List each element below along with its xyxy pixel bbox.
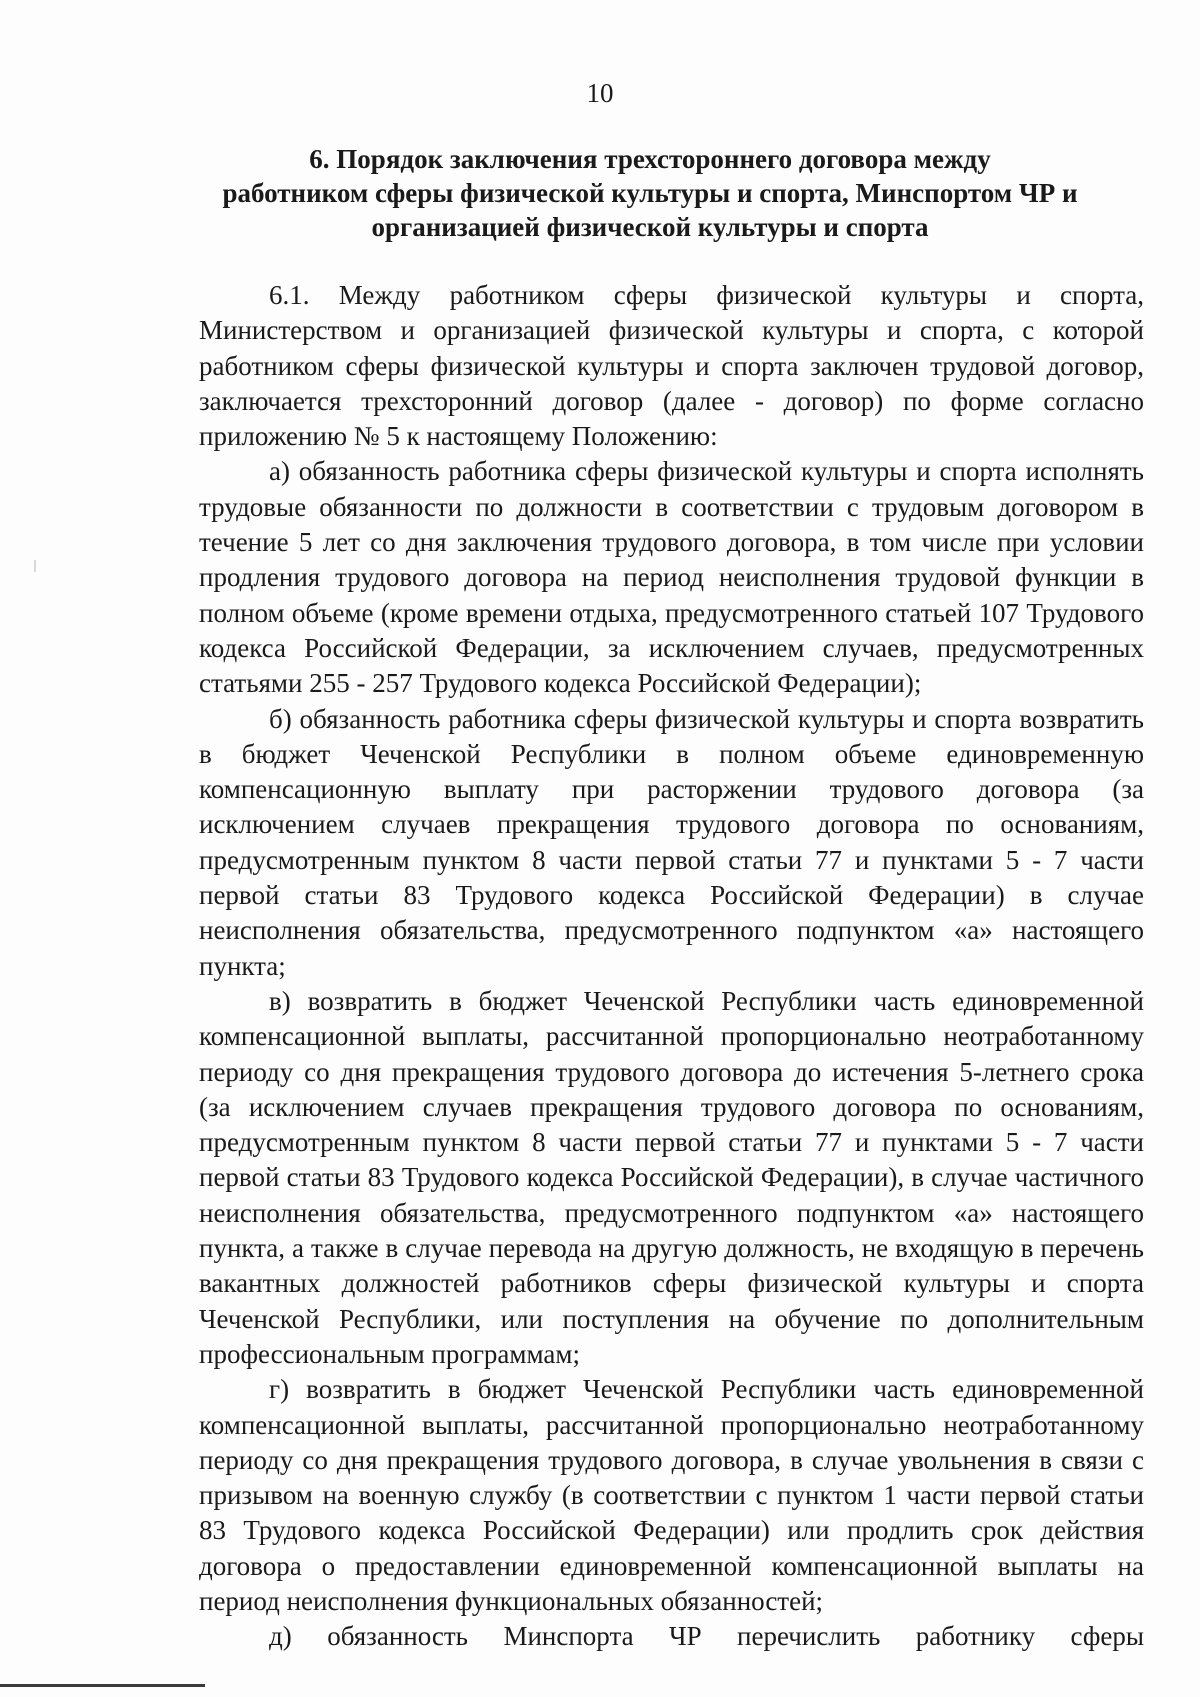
- paragraph-item-b: б) обязанность работника сферы физической культуры и спорта возвратить в бюджет Чеченской Республики в полном объеме единовременную компенсационную выплату при расторжении трудового договора (за исключением случаев прекращения трудового договора по основаниям, предусмотренным пунктом 8 части первой статьи 77 и пунктами 5 - 7 части первой статьи 83 Трудового кодекса Российской Федерации) в случае неисполнения обязательства, предусмотренного подпунктом «а» настоящего пункта;: [199, 703, 1144, 981]
- scan-margin-mark: [34, 560, 36, 572]
- footer-rule: [0, 1684, 205, 1687]
- section-body: [199, 278, 1144, 1655]
- paragraph-item-d: д) обязанность Минспорта ЧР перечислить работнику сферы: [269, 1621, 1144, 1652]
- paragraph-item-g: г) возвратить в бюджет Чеченской Республики часть единовременной компенсационной выплаты, рассчитанной пропорционально неотработанному периоду со дня прекращения трудового договора, в случае увольнения в связи с призывом на военную службу (в соответствии с пунктом 1 части первой статьи 83 Трудового кодекса Российской Федерации) или продлить срок действия договора о предоставлении единовременной компенсационной выплаты на период неисполнения функциональных обязанностей;: [199, 1374, 1144, 1616]
- section-heading: [200, 142, 1100, 244]
- section-heading-line: 6. Порядок заключения трехстороннего договора между: [309, 144, 991, 174]
- paragraph-6-1: 6.1. Между работником сферы физической культуры и спорта, Министерством и организацией физической культуры и спорта, с которой работником сферы физической культуры и спорта заключен трудовой договор, заключается трехсторонний договор (далее - договор) по форме согласно приложению № 5 к настоящему Положению:: [199, 280, 1144, 452]
- section-heading-line: работником сферы физической культуры и спорта, Минспортом ЧР и: [222, 178, 1078, 208]
- page-number: 10: [586, 78, 614, 108]
- paragraph-item-a: а) обязанность работника сферы физической культуры и спорта исполнять трудовые обязанности по должности в соответствии с трудовым договором в течение 5 лет со дня заключения трудового договора, в том числе при условии продления трудового договора на период неисполнения трудовой функции в полном объеме (кроме времени отдыха, предусмотренного статьей 107 Трудового кодекса Российской Федерации, за исключением случаев, предусмотренных статьями 255 - 257 Трудового кодекса Российской Федерации);: [199, 456, 1144, 699]
- section-heading-line: организацией физической культуры и спорта: [371, 212, 929, 242]
- paragraph-item-v: в) возвратить в бюджет Чеченской Республики часть единовременной компенсационной выплаты, рассчитанной пропорционально неотработанному периоду со дня прекращения трудового договора до истечения 5-летнего срока (за исключением случаев прекращения трудового договора по основаниям, предусмотренным пунктом 8 части первой статьи 77 и пунктами 5 - 7 части первой статьи 83 Трудового кодекса Российской Федерации), в случае частичного неисполнения обязательства, предусмотренного подпунктом «а» настоящего пункта, а также в случае перевода на другую должность, не входящую в перечень вакантных должностей работников сферы физической культуры и спорта Чеченской Республики, или поступления на обучение по дополнительным профессиональным программам;: [199, 985, 1144, 1369]
